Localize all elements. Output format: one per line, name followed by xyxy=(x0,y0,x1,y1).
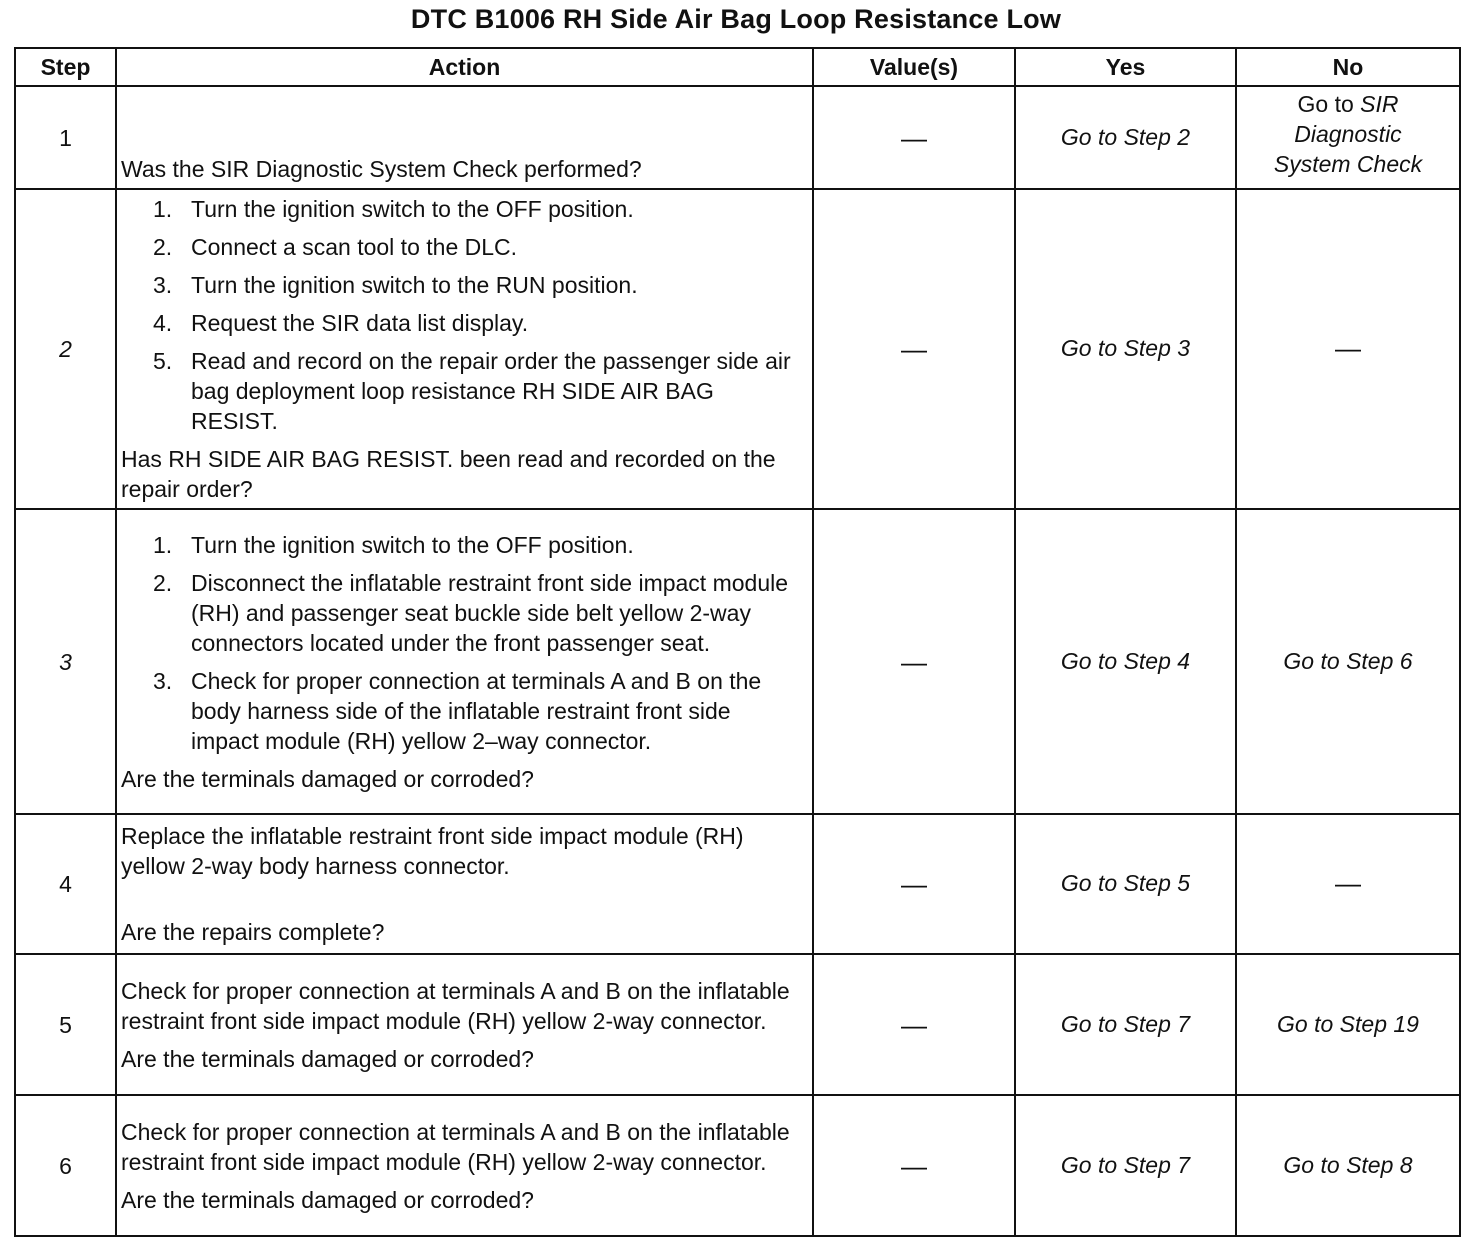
header-no: No xyxy=(1236,48,1460,86)
action-steps xyxy=(121,194,804,436)
action-cell xyxy=(116,86,813,189)
no-link-prefix: Go to xyxy=(1297,91,1354,117)
action-question: Are the terminals damaged or corroded? xyxy=(121,765,534,792)
action-step: Turn the ignition switch to the OFF position. xyxy=(191,531,634,558)
page-title: DTC B1006 RH Side Air Bag Loop Resistance Low xyxy=(410,4,1062,34)
no-link-line3: System Check xyxy=(1273,151,1423,177)
header-step: Step xyxy=(15,48,116,86)
value-cell: — xyxy=(813,86,1015,189)
value-cell: — xyxy=(813,189,1015,509)
yes-link[interactable]: Go to Step 5 xyxy=(1015,814,1236,954)
header-action: Action xyxy=(116,48,813,86)
action-cell xyxy=(116,509,813,814)
yes-link[interactable]: Go to Step 4 xyxy=(1015,509,1236,814)
diagnostic-table xyxy=(14,47,1461,1237)
action-steps xyxy=(121,530,804,756)
yes-link[interactable]: Go to Step 7 xyxy=(1015,954,1236,1095)
action-cell xyxy=(116,954,813,1095)
step-number: 5 xyxy=(15,954,116,1095)
step-number: 1 xyxy=(15,86,116,189)
action-step: Read and record on the repair order the passenger side air bag deployment loop resistance RH SIDE AIR BAG RESIST. xyxy=(191,348,791,434)
step-number: 4 xyxy=(15,814,116,954)
yes-link[interactable]: Go to Step 2 xyxy=(1015,86,1236,189)
step-number: 6 xyxy=(15,1095,116,1236)
table-row xyxy=(15,86,1460,189)
step-number: 2 xyxy=(15,189,116,509)
action-question: Was the SIR Diagnostic System Check performed? xyxy=(121,156,642,182)
no-link[interactable]: Go to Step 6 xyxy=(1236,509,1460,814)
action-step: Check for proper connection at terminals A and B on the body harness side of the inflatable restraint front side impact module (RH) yellow 2–way connector. xyxy=(191,667,762,754)
value-cell: — xyxy=(813,814,1015,954)
value-cell: — xyxy=(813,954,1015,1095)
no-link-sir: SIR xyxy=(1360,91,1399,117)
action-text: Check for proper connection at terminals A and B on the inflatable restraint front side impact module (RH) yellow 2-way connector. xyxy=(121,1118,790,1175)
yes-link[interactable]: Go to Step 7 xyxy=(1015,1095,1236,1236)
table-header-row xyxy=(15,48,1460,86)
table-row xyxy=(15,814,1460,954)
no-link-line1 xyxy=(1237,89,1459,119)
action-text: Check for proper connection at terminals A and B on the inflatable restraint front side impact module (RH) yellow 2-way connector. xyxy=(121,977,790,1034)
action-cell xyxy=(116,1095,813,1236)
no-link[interactable]: Go to Step 19 xyxy=(1236,954,1460,1095)
action-question: Are the terminals damaged or corroded? xyxy=(121,1045,534,1072)
action-step: Turn the ignition switch to the OFF position. xyxy=(191,196,634,222)
action-question: Are the terminals damaged or corroded? xyxy=(121,1186,534,1213)
action-step: Connect a scan tool to the DLC. xyxy=(191,234,518,260)
header-values: Value(s) xyxy=(813,48,1015,86)
no-cell: — xyxy=(1236,189,1460,509)
no-link-line2: Diagnostic xyxy=(1294,121,1402,147)
yes-link[interactable]: Go to Step 3 xyxy=(1015,189,1236,509)
no-link[interactable] xyxy=(1236,86,1460,189)
action-cell xyxy=(116,189,813,509)
table-row xyxy=(15,954,1460,1095)
value-cell: — xyxy=(813,509,1015,814)
action-cell xyxy=(116,814,813,954)
action-question: Has RH SIDE AIR BAG RESIST. been read and recorded on the repair order? xyxy=(121,446,776,502)
action-step: Turn the ignition switch to the RUN position. xyxy=(191,272,638,298)
no-cell: — xyxy=(1236,814,1460,954)
no-link[interactable]: Go to Step 8 xyxy=(1236,1095,1460,1236)
action-step: Request the SIR data list display. xyxy=(191,310,529,336)
table-row xyxy=(15,509,1460,814)
table-row xyxy=(15,189,1460,509)
value-cell: — xyxy=(813,1095,1015,1236)
action-question: Are the repairs complete? xyxy=(121,919,385,945)
header-yes: Yes xyxy=(1015,48,1236,86)
table-row xyxy=(15,1095,1460,1236)
step-number: 3 xyxy=(15,509,116,814)
action-step: Disconnect the inflatable restraint front side impact module (RH) and passenger seat buckle side belt yellow 2-way connectors located under the front passenger seat. xyxy=(191,569,789,656)
action-text: Replace the inflatable restraint front side impact module (RH) yellow 2-way body harness connector. xyxy=(121,823,744,879)
